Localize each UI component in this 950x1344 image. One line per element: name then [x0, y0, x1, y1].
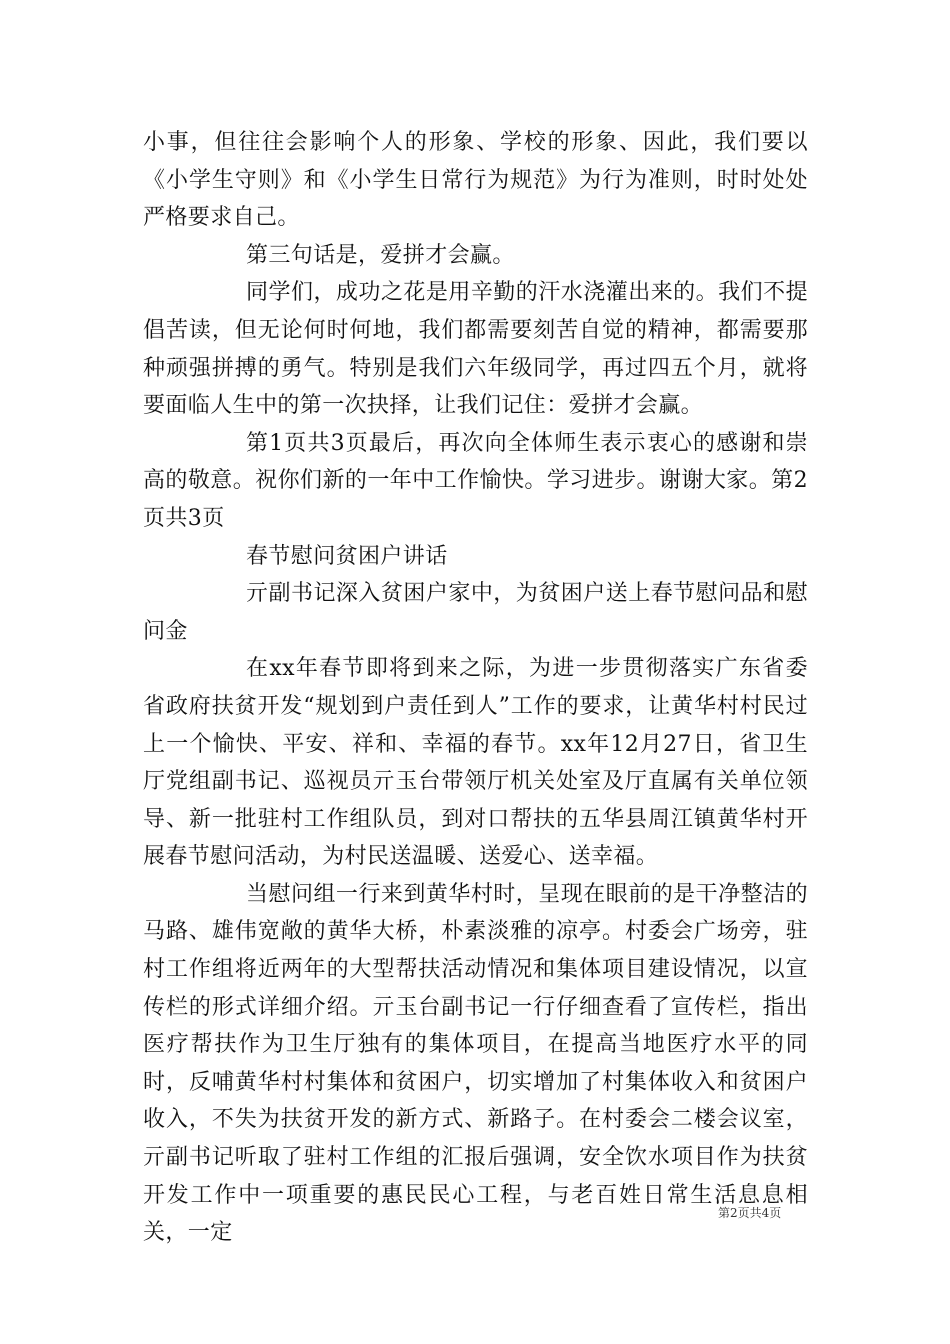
paragraph-1: 小事，但往往会影响个人的形象、学校的形象、因此，我们要以《小学生守则》和《小学生日常行为规范》为行为准则，时时处处严格要求自己。 — [143, 130, 808, 231]
paragraph-2: 第三句话是，爱拼才会赢。 — [246, 242, 515, 268]
document-body — [143, 124, 808, 1252]
paragraph-3: 同学们，成功之花是用辛勤的汗水浇灌出来的。我们不提倡苦读，但无论何时何地，我们都需要刻苦自觉的精神，都需要那种顽强拼搏的勇气。特别是我们六年级同学，再过四五个月，就将要面临人生中的第一次抉择，让我们记住：爱拼才会赢。 — [143, 280, 808, 419]
paragraph-6: 亓副书记深入贫困户家中，为贫困户送上春节慰问品和慰问金 — [143, 581, 808, 644]
paragraph-5-heading: 春节慰问贫困户讲话 — [246, 543, 448, 569]
paragraph-8: 当慰问组一行来到黄华村时，呈现在眼前的是干净整洁的马路、雄伟宽敞的黄华大桥，朴素淡雅的凉亭。村委会广场旁，驻村工作组将近两年的大型帮扶活动情况和集体项目建设情况，以宣传栏的形式详细介绍。亓玉台副书记一行仔细查看了宣传栏，指出医疗帮扶作为卫生厅独有的集体项目，在提高当地医疗水平的同时，反哺黄华村村集体和贫困户，切实增加了村集体收入和贫困户收入，不失为扶贫开发的新方式、新路子。在村委会二楼会议室，亓副书记听取了驻村工作组的汇报后强调，安全饮水项目作为扶贫开发工作中一项重要的惠民民心工程，与老百姓日常生活息息相关，一定 — [143, 881, 808, 1246]
paragraph-7: 在xx年春节即将到来之际，为进一步贯彻落实广东省委省政府扶贫开发“规划到户责任到人”工作的要求，让黄华村村民过上一个愉快、平安、祥和、幸福的春节。xx年12月27日，省卫生厅党组副书记、巡视员亓玉台带领厅机关处室及厅直属有关单位领导、新一批驻村工作组队员，到对口帮扶的五华县周江镇黄华村开展春节慰问活动，为村民送温暖、送爱心、送幸福。 — [143, 656, 808, 870]
paragraph-4: 第1页共3页最后，再次向全体师生表示衷心的感谢和崇高的敬意。祝你们新的一年中工作愉快。学习进步。谢谢大家。第2页共3页 — [143, 430, 808, 531]
page-number: 第2页共4页 — [718, 1206, 782, 1220]
